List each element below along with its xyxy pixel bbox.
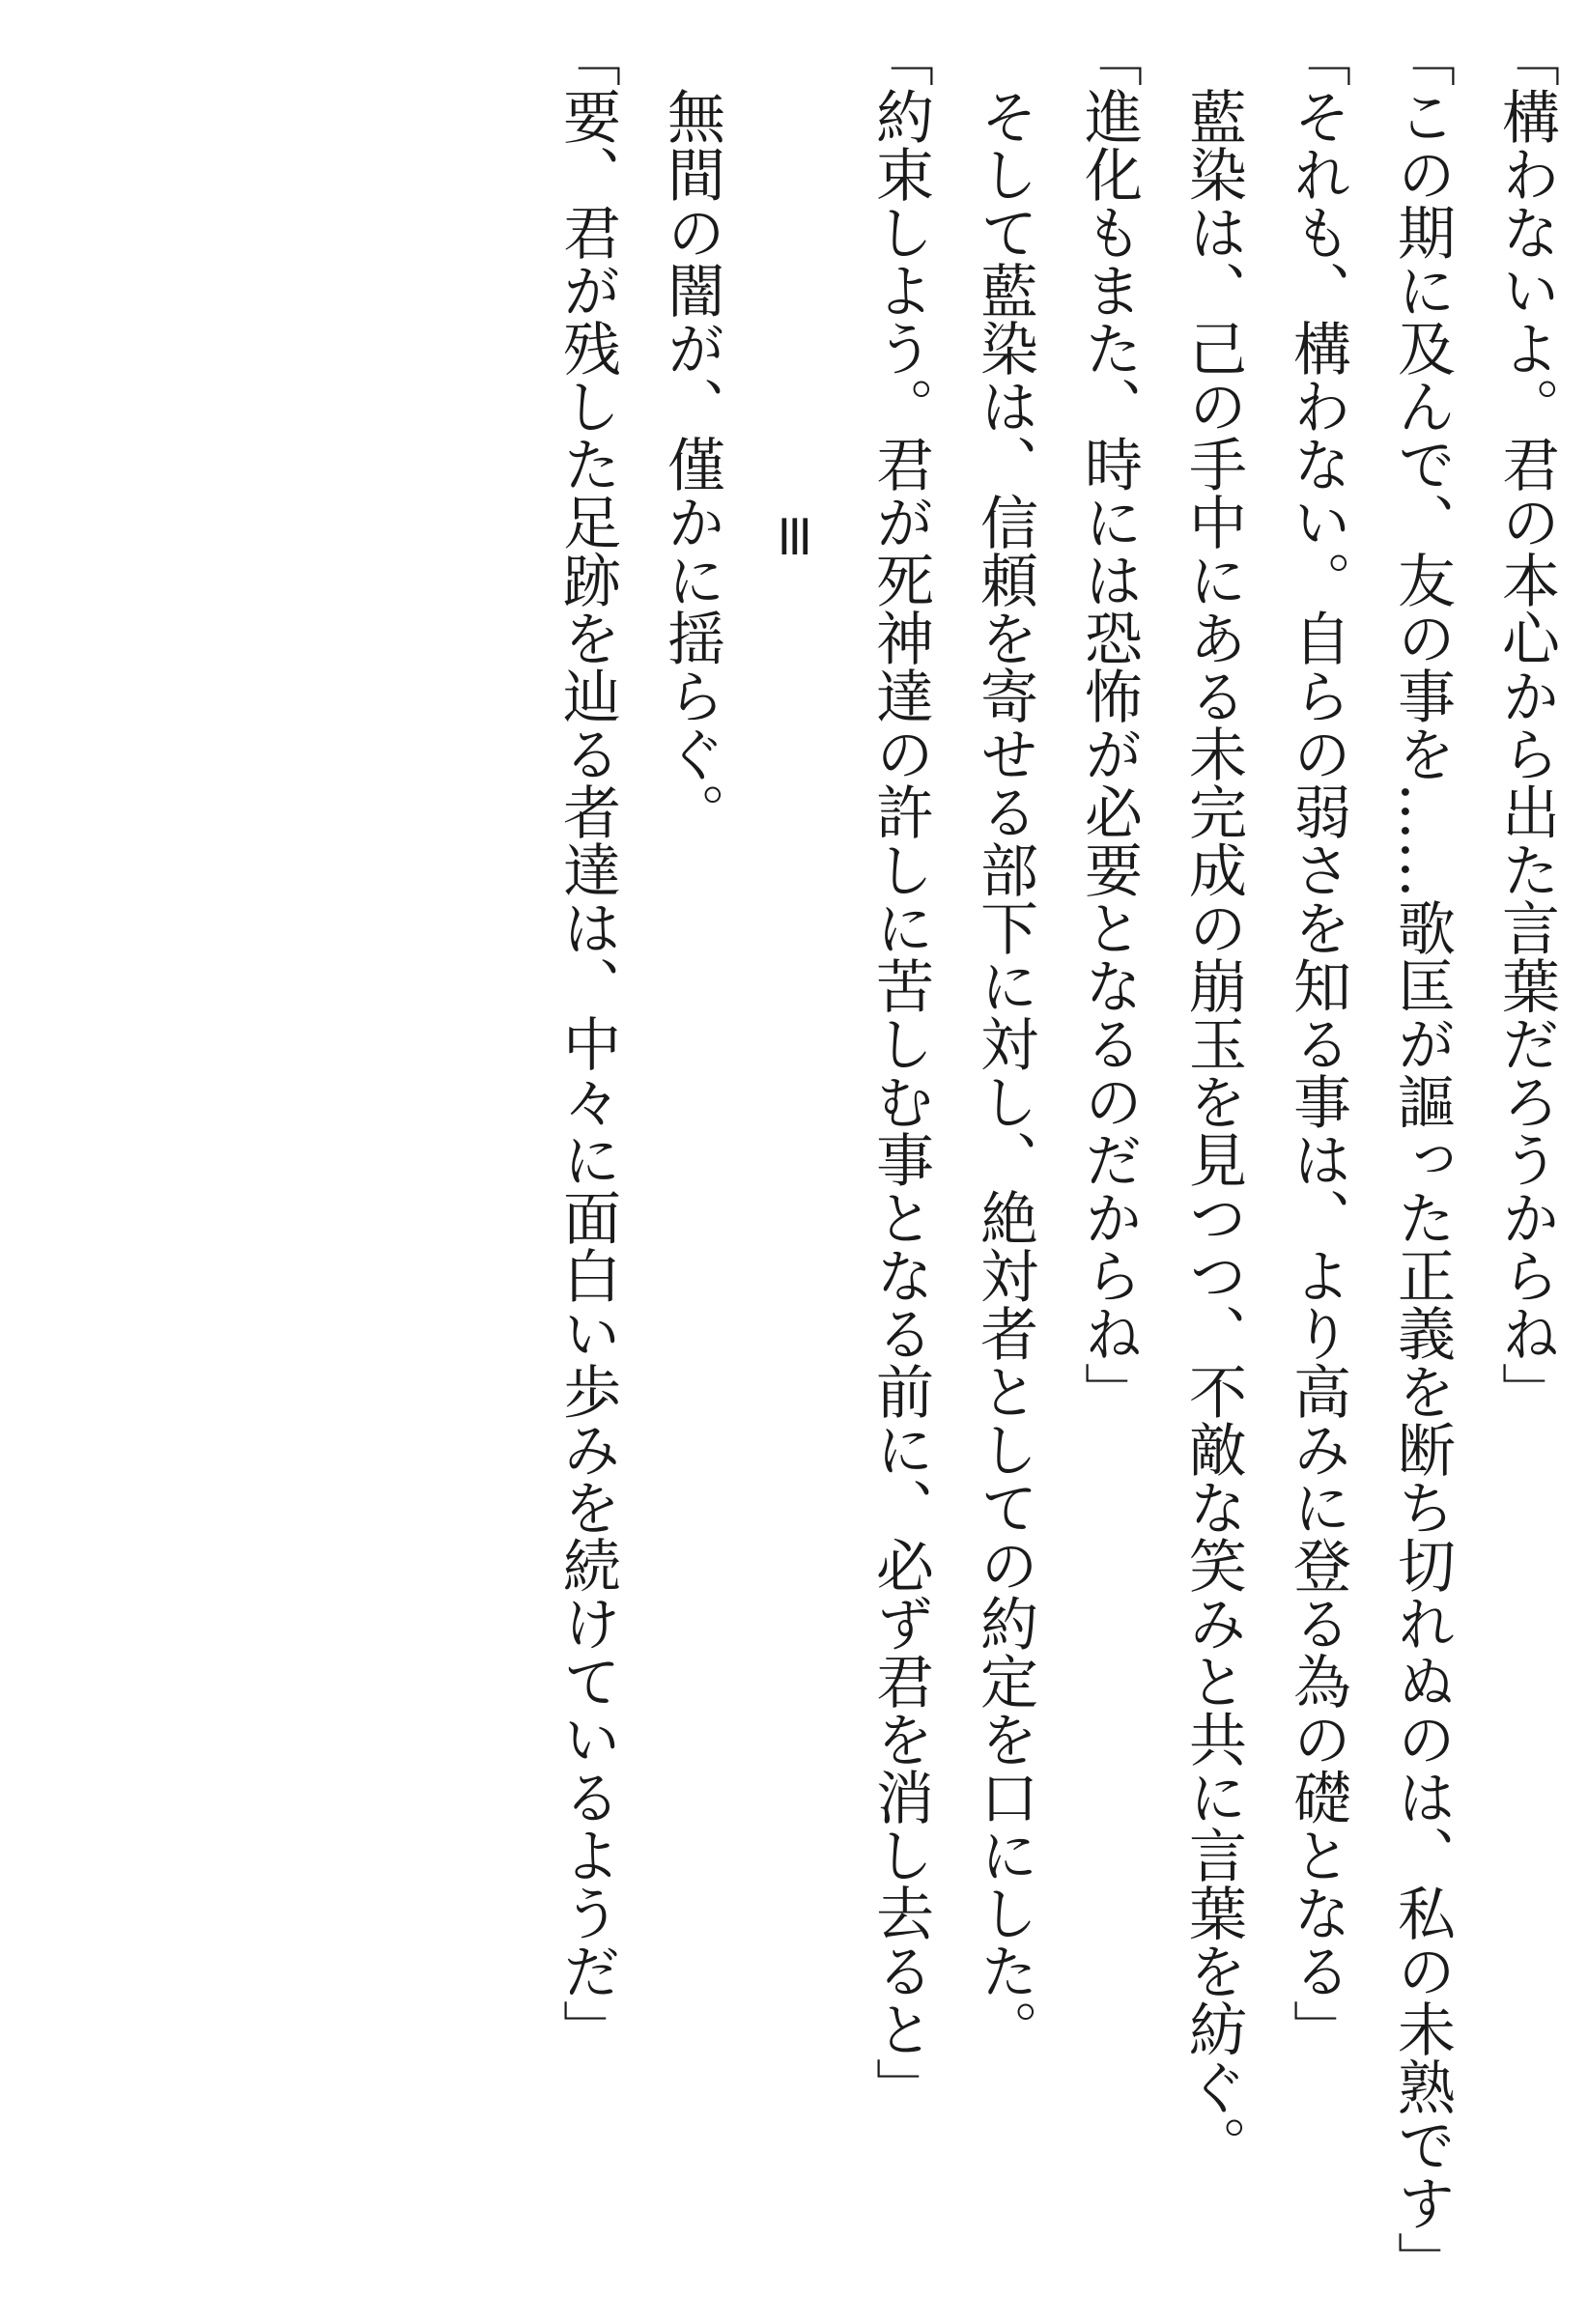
text-line-2-text: 「この期に及んで、友の事を……歌匡が謳った正義を断ち切れぬのは、私の未熟です」: [1388, 29, 1456, 2289]
vertical-text-body: [14, 29, 1578, 2309]
text-line-3-text: 「それも、構わない。自らの弱さを知る事は、より高みに登る為の礎となる」: [1284, 29, 1351, 2057]
text-line-1: 「構わないよ。君の本心から出た言葉だろうからね」: [1492, 29, 1560, 1420]
text-line-6: そして藍染は、信頼を寄せる部下に対し、絶対者としての約定を口にした。: [971, 87, 1038, 2057]
text-line-2: [1370, 29, 1474, 2309]
text-line-5: 「進化もまた、時には恐怖が必要となるのだからね」: [1075, 29, 1143, 1420]
text-line-9: 「要、君が残した足跡を辿る者達は、中々に面白い歩みを続けているようだ」: [553, 29, 621, 2057]
text-line-8: 無間の闇が、僅かに揺らぐ。: [658, 87, 725, 840]
section-break-mark: ≡: [762, 512, 830, 561]
text-line-3: [1265, 29, 1370, 2309]
text-line-7: 「約束しよう。君が死神達の許しに苦しむ事となる前に、必ず君を消し去ると」: [866, 29, 934, 2115]
text-line-4: 藍染は、己の手中にある未完成の崩玉を見つつ、不敵な笑みと共に言葉を紡ぐ。: [1179, 87, 1247, 2173]
